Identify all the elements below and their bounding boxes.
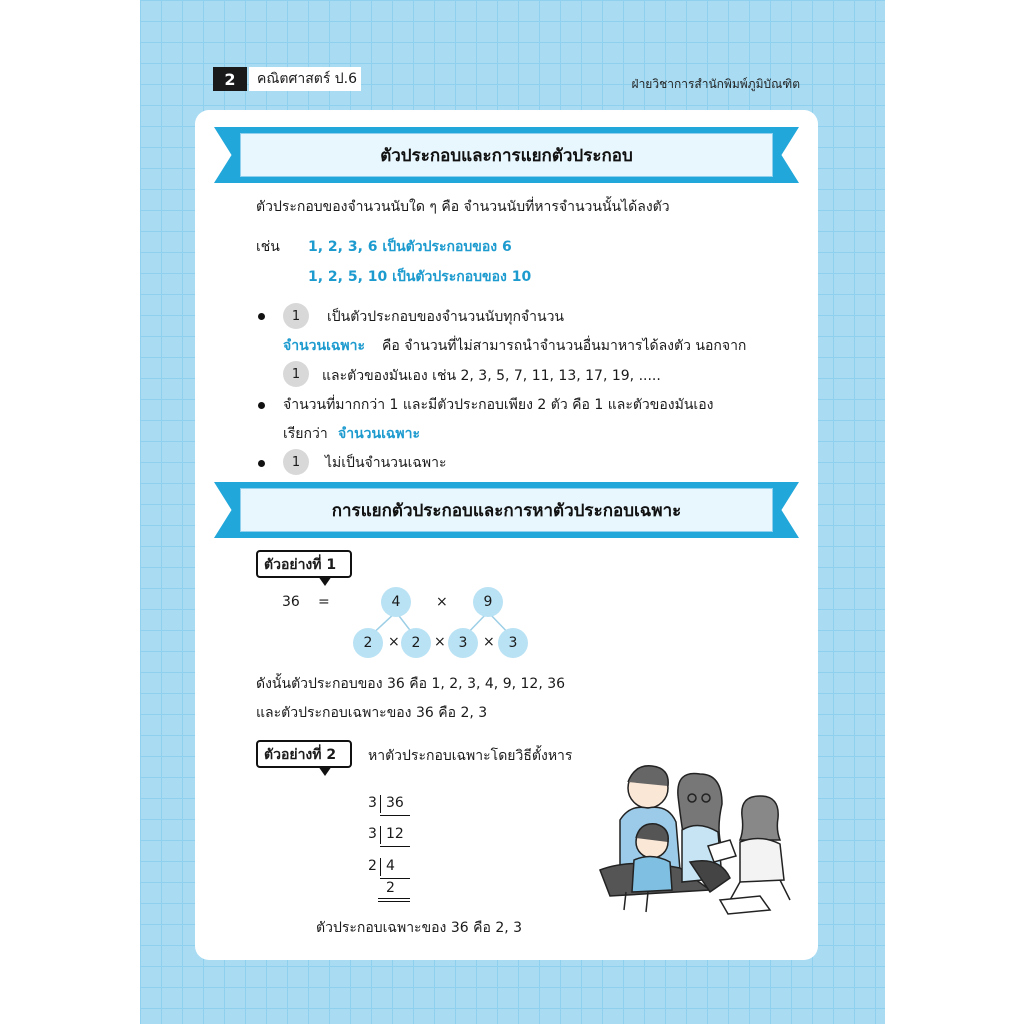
factor-bubble: 2 xyxy=(353,628,383,658)
section1-banner xyxy=(214,127,799,183)
page-number: 2 xyxy=(213,67,247,91)
factor-bubble: 2 xyxy=(401,628,431,658)
section2-title: การแยกตัวประกอบและการหาตัวประกอบเฉพาะ xyxy=(240,488,773,532)
factor-bubble: 3 xyxy=(448,628,478,658)
section2-banner xyxy=(214,482,799,538)
division-bracket xyxy=(380,858,381,876)
number-one-circle: 1 xyxy=(283,361,309,387)
tree-root-number: 36 xyxy=(282,594,300,610)
number-one-circle: 1 xyxy=(283,449,309,475)
divisor: 3 xyxy=(368,795,377,811)
number-one-circle: 1 xyxy=(283,303,309,329)
division-step xyxy=(368,858,418,882)
prime-definition: คือ จำนวนที่ไม่สามารถนำจำนวนอื่นมาหารได้ลงตัว นอกจาก xyxy=(382,338,747,354)
example1-result1: ดังนั้นตัวประกอบของ 36 คือ 1, 2, 3, 4, 9, 12, 36 xyxy=(256,676,566,692)
bullet-dot xyxy=(258,313,265,320)
dividend: 36 xyxy=(386,795,404,811)
definition-text: ตัวประกอบของจำนวนนับใด ๆ คือ จำนวนนับที่หารจำนวนนั้นได้ลงตัว xyxy=(256,199,670,215)
prime-definition-2: และตัวของมันเอง เช่น 2, 3, 5, 7, 11, 13, 17, 19, ..... xyxy=(322,368,661,384)
factor-bubble: 9 xyxy=(473,587,503,617)
bullet2-line2-prefix: เรียกว่า xyxy=(283,426,328,442)
bullet2-line1: จำนวนที่มากกว่า 1 และมีตัวประกอบเพียง 2 ตัว คือ 1 และตัวของมันเอง xyxy=(283,397,714,413)
division-line xyxy=(380,878,410,879)
bullet-dot xyxy=(258,402,265,409)
division-step xyxy=(368,826,418,850)
factor-bubble: 4 xyxy=(381,587,411,617)
dividend: 4 xyxy=(386,858,395,874)
example2-label: ตัวอย่างที่ 2 xyxy=(256,740,352,768)
bullet3-text: ไม่เป็นจำนวนเฉพาะ xyxy=(325,455,447,471)
division-line xyxy=(380,846,410,847)
factor-bubble: 3 xyxy=(498,628,528,658)
division-step xyxy=(368,795,418,819)
times-sign: × xyxy=(436,594,448,610)
double-underline xyxy=(378,898,410,902)
divisor: 2 xyxy=(368,858,377,874)
equals-sign: = xyxy=(318,594,330,610)
bullet1-text: เป็นตัวประกอบของจำนวนนับทุกจำนวน xyxy=(327,309,565,325)
example2: 1, 2, 5, 10 เป็นตัวประกอบของ 10 xyxy=(308,269,532,285)
publisher-label: ฝ่ายวิชาการสำนักพิมพ์ภูมิบัณฑิต xyxy=(631,77,800,91)
section1-title: ตัวประกอบและการแยกตัวประกอบ xyxy=(240,133,773,177)
times-sign: × xyxy=(388,634,400,650)
division-bracket xyxy=(380,826,381,844)
divisor: 3 xyxy=(368,826,377,842)
example-label: เช่น xyxy=(256,239,280,255)
book-title: คณิตศาสตร์ ป.6 xyxy=(249,67,361,91)
example1-label: ตัวอย่างที่ 1 xyxy=(256,550,352,578)
division-result: 2 xyxy=(386,880,395,896)
bullet-dot xyxy=(258,460,265,467)
division-bracket xyxy=(380,795,381,813)
example1-result2: และตัวประกอบเฉพาะของ 36 คือ 2, 3 xyxy=(256,705,488,721)
bullet2-term: จำนวนเฉพาะ xyxy=(338,426,420,442)
example2-text: หาตัวประกอบเฉพาะโดยวิธีตั้งหาร xyxy=(368,748,573,764)
times-sign: × xyxy=(434,634,446,650)
division-line xyxy=(380,815,410,816)
dividend: 12 xyxy=(386,826,404,842)
prime-term: จำนวนเฉพาะ xyxy=(283,338,365,354)
example2-result: ตัวประกอบเฉพาะของ 36 คือ 2, 3 xyxy=(316,920,523,936)
times-sign: × xyxy=(483,634,495,650)
example1: 1, 2, 3, 6 เป็นตัวประกอบของ 6 xyxy=(308,239,512,255)
family-illustration xyxy=(590,760,800,920)
